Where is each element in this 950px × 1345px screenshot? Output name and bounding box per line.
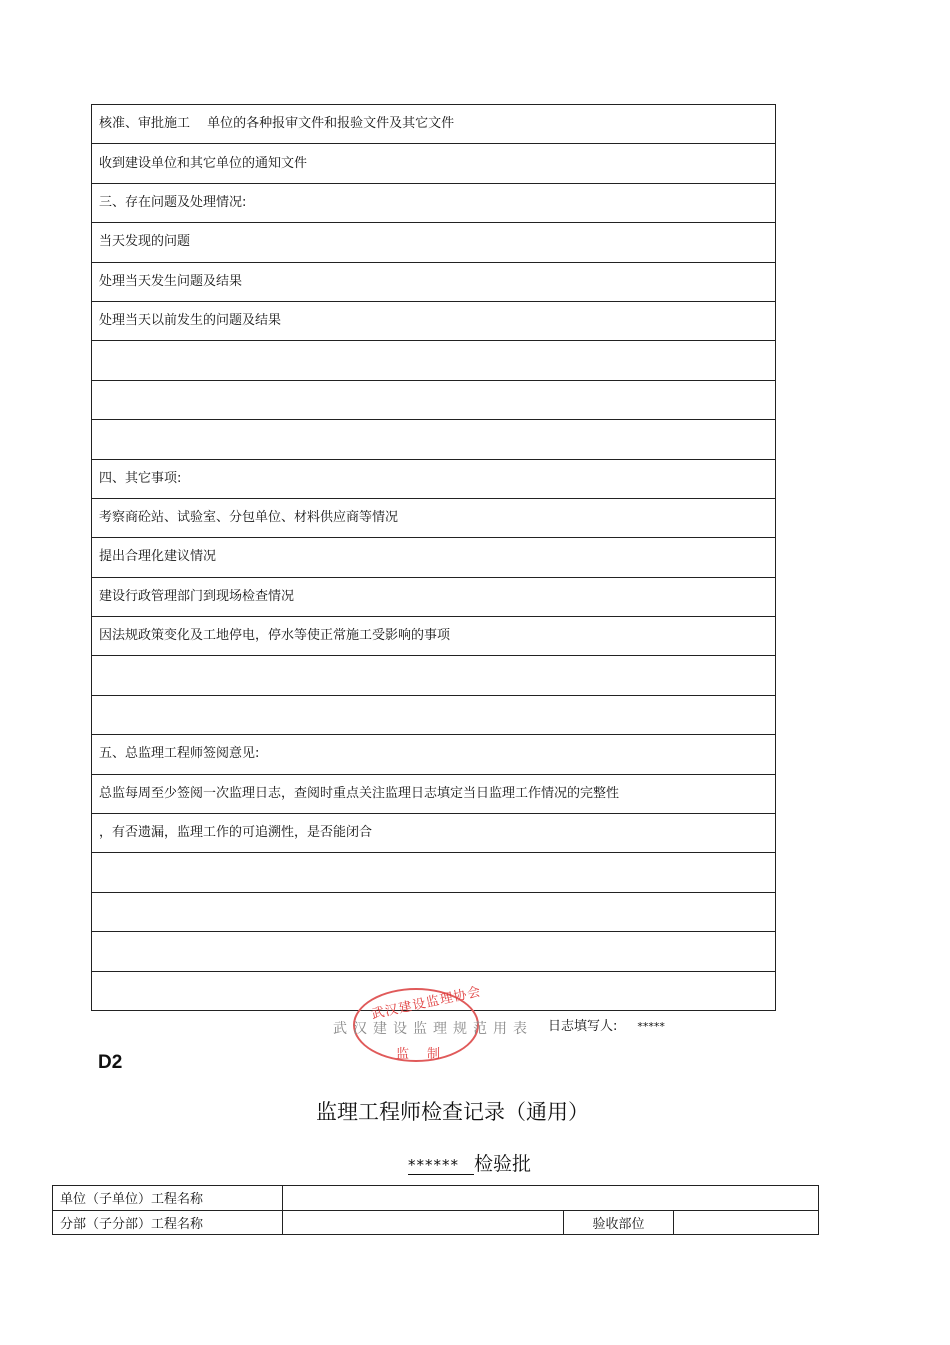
table-row <box>92 932 776 971</box>
table-row <box>53 1210 819 1235</box>
log-row-cell[interactable] <box>92 892 776 931</box>
table-row <box>92 420 776 459</box>
supervision-log-table <box>91 104 776 1011</box>
log-row-cell: 建设行政管理部门到现场检查情况 <box>92 577 776 616</box>
table-row <box>92 183 776 222</box>
log-row-cell: 收到建设单位和其它单位的通知文件 <box>92 144 776 183</box>
recorder-label: 日志填写人: <box>548 1019 618 1034</box>
log-row-cell: 考察商砼站、试验室、分包单位、材料供应商等情况 <box>92 498 776 537</box>
table-row <box>92 538 776 577</box>
sub-project-label: 分部（子分部）工程名称 <box>53 1210 283 1235</box>
log-row-cell: 因法规政策变化及工地停电，停水等使正常施工受影响的事项 <box>92 617 776 656</box>
log-row-cell: 核准、审批施工 单位的各种报审文件和报验文件及其它文件 <box>92 105 776 144</box>
table-row <box>92 144 776 183</box>
log-row-cell[interactable] <box>92 341 776 380</box>
table-row <box>92 735 776 774</box>
acceptance-part-label: 验收部位 <box>564 1210 674 1235</box>
table-row <box>92 262 776 301</box>
table-row <box>92 341 776 380</box>
table-row <box>92 577 776 616</box>
log-row-cell[interactable] <box>92 656 776 695</box>
log-row-cell: 处理当天发生问题及结果 <box>92 262 776 301</box>
table-row <box>92 774 776 813</box>
log-row-cell[interactable] <box>92 932 776 971</box>
log-row-cell: 当天发现的问题 <box>92 223 776 262</box>
table-row <box>92 814 776 853</box>
log-row-cell: 提出合理化建议情况 <box>92 538 776 577</box>
recorder-value: ***** <box>637 1020 665 1033</box>
log-row-cell[interactable] <box>92 380 776 419</box>
table-row <box>92 892 776 931</box>
log-row-cell[interactable] <box>92 853 776 892</box>
log-row-cell: 五、总监理工程师签阅意见: <box>92 735 776 774</box>
form-title: 监理工程师检查记录（通用） <box>316 1100 589 1124</box>
table-row <box>92 301 776 340</box>
association-seal <box>330 984 533 1068</box>
unit-project-label: 单位（子单位）工程名称 <box>53 1186 283 1211</box>
log-table-body <box>92 105 776 1011</box>
seal-bottom-text: 监制 <box>396 1047 459 1062</box>
log-row-cell: 三、存在问题及处理情况: <box>92 183 776 222</box>
project-info-table <box>52 1185 819 1235</box>
acceptance-part-value[interactable] <box>674 1210 819 1235</box>
log-row-cell: 处理当天以前发生的问题及结果 <box>92 301 776 340</box>
table-row <box>92 223 776 262</box>
inspection-batch-line <box>408 1149 531 1176</box>
table-row <box>92 695 776 734</box>
sub-project-value[interactable] <box>283 1210 564 1235</box>
table-row <box>53 1186 819 1211</box>
seal-form-text: 武汉建设监理规范用表 <box>333 1021 533 1037</box>
table-row <box>92 459 776 498</box>
table-row <box>92 853 776 892</box>
table-row <box>92 498 776 537</box>
form-code: D2 <box>98 1052 123 1073</box>
table-row <box>92 105 776 144</box>
table-row <box>92 380 776 419</box>
table-row <box>92 656 776 695</box>
unit-project-value[interactable] <box>283 1186 819 1211</box>
log-row-cell: ，有否遗漏，监理工作的可追溯性，是否能闭合 <box>92 814 776 853</box>
log-recorder <box>548 1015 665 1034</box>
seal-arc-text: 武汉建设监理协会 <box>370 984 483 1023</box>
log-row-cell: 总监每周至少签阅一次监理日志，查阅时重点关注监理日志填定当日监理工作情况的完整性 <box>92 774 776 813</box>
log-row-cell: 四、其它事项: <box>92 459 776 498</box>
table-row <box>92 617 776 656</box>
log-row-cell[interactable] <box>92 420 776 459</box>
batch-name-blank: ****** <box>408 1156 474 1175</box>
batch-label: 检验批 <box>474 1153 532 1175</box>
log-row-cell[interactable] <box>92 695 776 734</box>
